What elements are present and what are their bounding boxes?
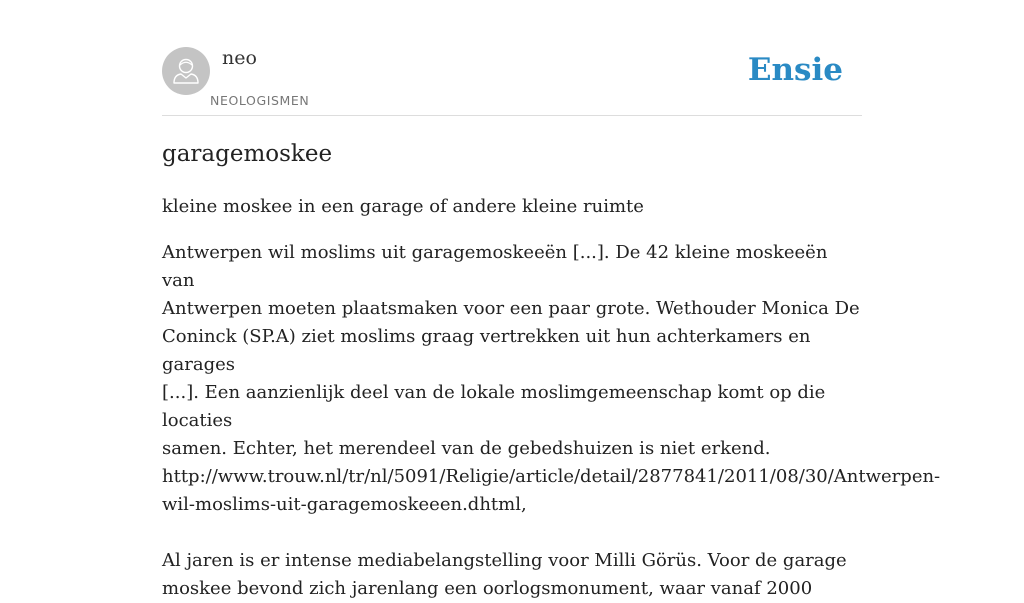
author-avatar[interactable] <box>162 47 210 95</box>
paragraph-gap <box>162 519 862 547</box>
entry-definition: kleine moskee in een garage of andere kleine ruimte <box>162 196 644 217</box>
header-divider <box>162 115 862 116</box>
entry-example <box>162 239 941 603</box>
example-line: samen. Echter, het merendeel van de gebedshuizen is niet erkend. <box>162 438 771 459</box>
example-line: Al jaren is er intense mediabelangstelling voor Milli Görüs. Voor de garage <box>162 550 847 571</box>
example-line: moskee bevond zich jarenlang een oorlogsmonument, waar vanaf 2000 <box>162 578 813 599</box>
user-silhouette-icon <box>162 47 210 95</box>
example-link-line: http://www.trouw.nl/tr/nl/5091/Religie/article/detail/2877841/2011/08/30/Antwerpen- <box>162 466 941 487</box>
example-line: Antwerpen wil moslims uit garagemoskeeën [...]. De 42 kleine moskeeën van <box>162 242 828 291</box>
example-line: Coninck (SP.A) ziet moslims graag vertrekken uit hun achterkamers en garages <box>162 326 811 375</box>
example-link-line: wil-moslims-uit-garagemoskeeen.dhtml, <box>162 494 527 515</box>
author-name[interactable]: neo <box>222 47 257 69</box>
example-line: Antwerpen moeten plaatsmaken voor een paar grote. Wethouder Monica De <box>162 298 860 319</box>
site-logo[interactable]: Ensie <box>747 52 843 88</box>
category-label[interactable]: NEOLOGISMEN <box>210 93 310 108</box>
entry-term: garagemoskee <box>162 141 333 167</box>
example-line: [...]. Een aanzienlijk deel van de lokale moslimgemeenschap komt op die locaties <box>162 382 826 431</box>
